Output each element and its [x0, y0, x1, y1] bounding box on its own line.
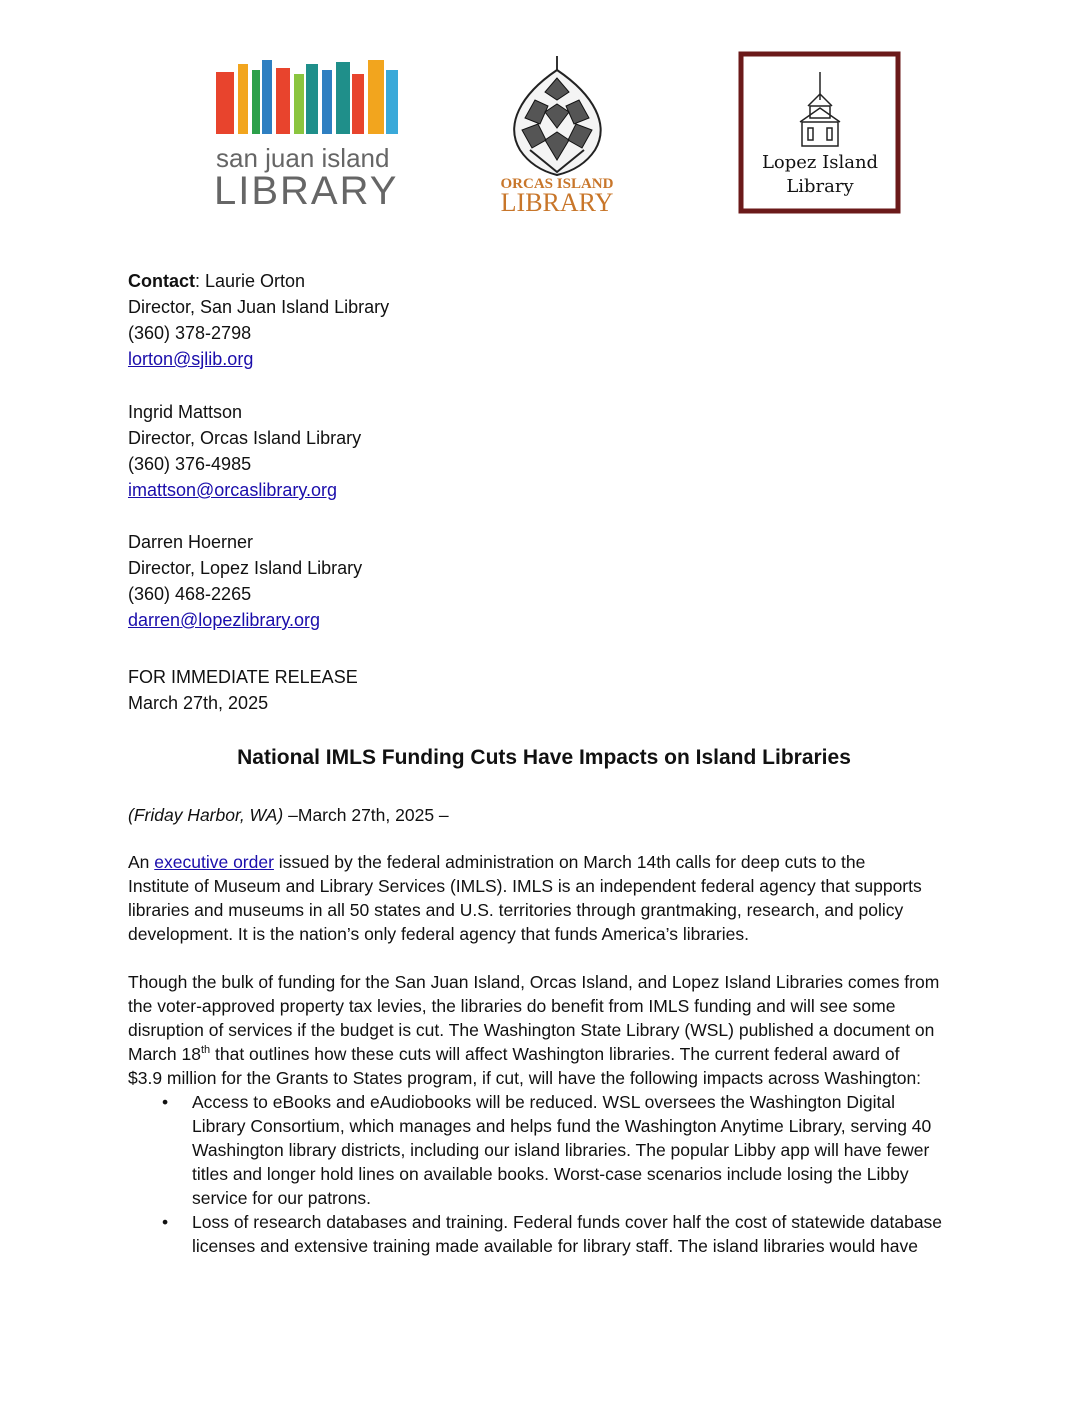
contact-title: Director, Orcas Island Library	[128, 428, 362, 448]
para1-line1-rest: issued by the federal administration on March 14th calls for deep cuts to the	[273, 852, 866, 872]
sji-logo-line2: LIBRARY	[214, 169, 399, 213]
para1-line3: libraries and museums in all 50 states and U.S. territories through grantmaking, research, and policy	[128, 900, 904, 920]
sji-logo-bars	[216, 60, 398, 134]
dateline-place: (Friday Harbor, WA)	[128, 805, 284, 825]
contact-label: Contact	[128, 271, 195, 291]
contact-sji	[128, 268, 389, 372]
contact-phone: (360) 468-2265	[128, 584, 252, 604]
list-item	[128, 1090, 958, 1210]
release-info	[128, 664, 358, 716]
bullet-line: Loss of research databases and training. Federal funds cover half the cost of statewide database	[192, 1212, 943, 1232]
bullet-line: Washington library districts, including our island libraries. The popular Libby app will have fewer	[192, 1140, 930, 1160]
para2-sup: th	[200, 1044, 211, 1057]
para1-line2: Institute of Museum and Library Services (IMLS). IMLS is an independent federal agency that supports	[128, 876, 922, 896]
contact-phone: (360) 376-4985	[128, 454, 252, 474]
dateline	[128, 803, 958, 827]
para2-line1: Though the bulk of funding for the San Juan Island, Orcas Island, and Lopez Island Libraries comes from	[128, 972, 940, 992]
page-title: National IMLS Funding Cuts Have Impacts on Island Libraries	[237, 746, 851, 769]
release-label: FOR IMMEDIATE RELEASE	[128, 667, 358, 687]
para2-line4a: March 18	[128, 1044, 201, 1064]
para1-line4: development. It is the nation’s only federal agency that funds America’s libraries.	[128, 924, 749, 944]
para1-lead: An	[128, 852, 155, 872]
para2-line2: the voter-approved property tax levies, the libraries do benefit from IMLS funding and will see some	[128, 996, 896, 1016]
executive-order-link[interactable]: executive order	[154, 852, 274, 872]
para2-line3: disruption of services if the budget is cut. The Washington State Library (WSL) published a document on	[128, 1020, 935, 1040]
logo-header	[0, 0, 1088, 230]
logo-artwork	[0, 0, 1088, 230]
contact-email-link[interactable]: imattson@orcaslibrary.org	[128, 480, 338, 500]
bullet-line: Access to eBooks and eAudiobooks will be reduced. WSL oversees the Washington Digital	[192, 1092, 895, 1112]
paragraph-2	[128, 970, 958, 1090]
contact-name: : Laurie Orton	[195, 271, 306, 291]
dateline-date: –March 27th, 2025 –	[283, 805, 449, 825]
contact-email-link[interactable]: darren@lopezlibrary.org	[128, 610, 321, 630]
lopez-logo-line1: Lopez Island	[761, 152, 879, 173]
orcas-logo-line1: ORCAS ISLAND	[500, 176, 614, 192]
orcas-logo-line2: LIBRARY	[500, 188, 614, 217]
bullet-line: service for our patrons.	[192, 1188, 371, 1208]
bullet-line: Library Consortium, which manages and helps fund the Washington Anytime Library, serving 40	[192, 1116, 932, 1136]
bullet-icon: •	[162, 1212, 169, 1232]
release-date: March 27th, 2025	[128, 693, 269, 713]
list-item	[128, 1210, 958, 1258]
lopez-logo-line2: Library	[786, 176, 854, 197]
contact-email-link[interactable]: lorton@sjlib.org	[128, 349, 254, 369]
pine-cone-icon	[514, 56, 600, 175]
contact-lopez	[128, 529, 362, 633]
bullet-icon: •	[162, 1092, 169, 1112]
contact-title: Director, Lopez Island Library	[128, 558, 363, 578]
bullet-line: titles and longer hold lines on available books. Worst-case scenarios include losing the Libby	[192, 1164, 909, 1184]
contact-name: Ingrid Mattson	[128, 402, 243, 422]
para2-line5: $3.9 million for the Grants to States program, if cut, will have the following impacts across Washington:	[128, 1068, 922, 1088]
bullet-line: licenses and extensive training made available for library staff. The island libraries would have	[192, 1236, 918, 1256]
impact-list	[128, 1090, 958, 1258]
para2-line4b: that outlines how these cuts will affect Washington libraries. The current federal award of	[210, 1044, 900, 1064]
sji-logo-line1: san juan island	[216, 143, 390, 173]
contact-phone: (360) 378-2798	[128, 323, 252, 343]
paragraph-1	[128, 850, 958, 946]
contact-orcas	[128, 399, 361, 503]
contact-title: Director, San Juan Island Library	[128, 297, 390, 317]
contact-name: Darren Hoerner	[128, 532, 254, 552]
